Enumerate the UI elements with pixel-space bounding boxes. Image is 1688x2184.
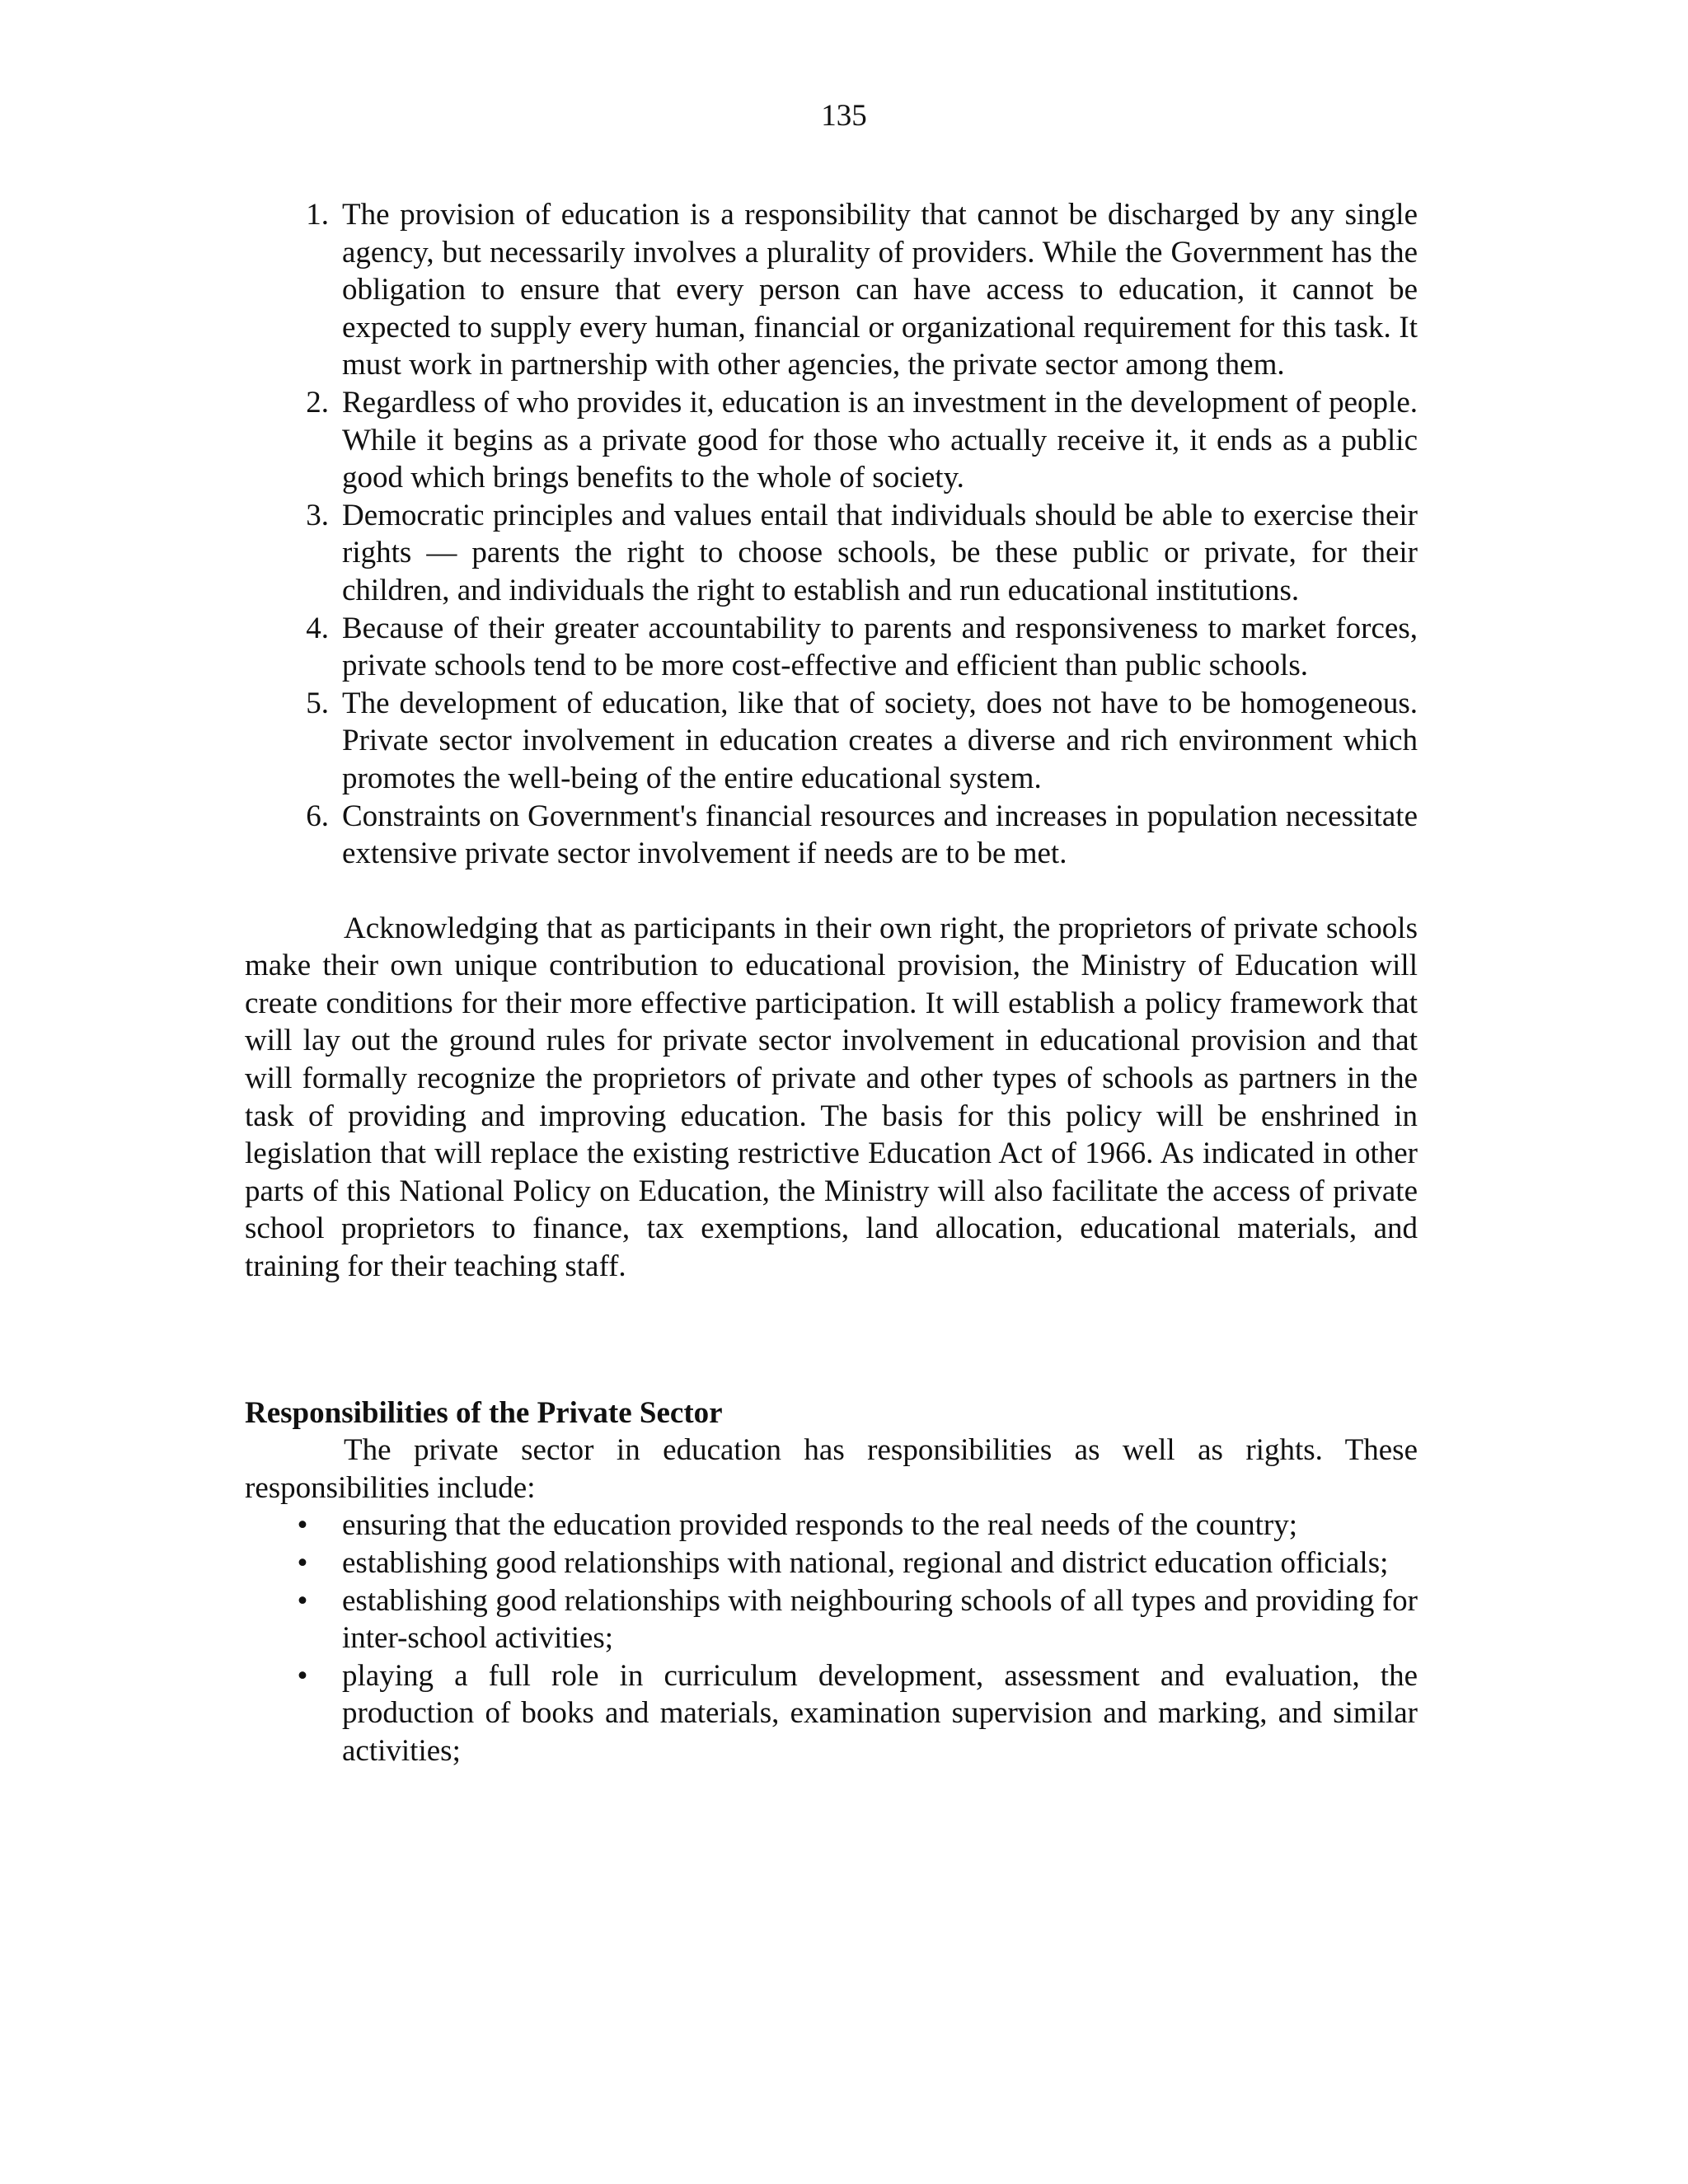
bullet-item xyxy=(245,1582,1418,1657)
list-item xyxy=(245,497,1418,610)
list-item-number: 6. xyxy=(306,799,329,833)
list-item xyxy=(245,685,1418,798)
list-item xyxy=(245,384,1418,497)
list-item-text: The provision of education is a responsibility that cannot be discharged by any single agency, but necessarily involves a plurality of providers. While the Government has the obligation to ensure that every person can have access to education, it cannot be expected to supply every human, financial or organizational requirement for this task. It must work in partnership with other agencies, the private sector among them. xyxy=(342,198,1418,382)
section-intro-paragraph: The private sector in education has responsibilities as well as rights. These responsibilities include: xyxy=(245,1433,1418,1505)
list-item xyxy=(245,798,1418,873)
page-number: 135 xyxy=(821,99,867,133)
bullet-list xyxy=(245,1507,1418,1769)
body-paragraph: Acknowledging that as participants in their own right, the proprietors of private schools make their own unique contribution to educational provision, the Ministry of Education will create conditions for their more effective participation. It will establish a policy framework that will lay out the ground rules for private sector involvement in educational provision and that will formally recognize the proprietors of private and other types of schools as partners in the task of providing and improving education. The basis for this policy will be enshrined in legislation that will replace the existing restrictive Education Act of 1966. As indicated in other parts of this National Policy on Education, the Ministry will also facilitate the access of private school proprietors to finance, tax exemptions, land allocation, educational materials, and training for their teaching staff. xyxy=(245,911,1418,1284)
list-item xyxy=(245,610,1418,685)
bullet-icon: • xyxy=(297,1583,308,1618)
page-content xyxy=(245,196,1418,1770)
bullet-item xyxy=(245,1544,1418,1582)
list-item-number: 3. xyxy=(306,498,329,532)
bullet-item xyxy=(245,1657,1418,1770)
list-item-text: The development of education, like that of society, does not have to be homogeneous. Private sector involvement in education creates a diverse and rich environment which promotes the well-being of the entire educational system. xyxy=(342,686,1418,795)
list-item-text: Because of their greater accountability to parents and responsiveness to market forces, private schools tend to be more cost-effective and efficient than public schools. xyxy=(342,611,1418,683)
list-item-text: Democratic principles and values entail that individuals should be able to exercise their rights — parents the right to choose schools, be these public or private, for their children, and individuals the right to establish and run educational institutions. xyxy=(342,498,1418,607)
list-item-number: 1. xyxy=(306,198,329,232)
bullet-icon: • xyxy=(297,1508,308,1543)
bullet-icon: • xyxy=(297,1658,308,1693)
bullet-icon: • xyxy=(297,1546,308,1580)
bullet-text: ensuring that the education provided responds to the real needs of the country; xyxy=(342,1508,1297,1543)
bullet-text: establishing good relationships with national, regional and district education officials; xyxy=(342,1546,1389,1580)
bullet-text: playing a full role in curriculum development, assessment and evaluation, the production of books and materials, examination supervision and marking, and similar activities; xyxy=(342,1658,1418,1768)
list-item-number: 2. xyxy=(306,385,329,419)
bullet-item xyxy=(245,1507,1418,1544)
bullet-text: establishing good relationships with neighbouring schools of all types and providing for inter-school activities; xyxy=(342,1583,1418,1656)
list-item xyxy=(245,196,1418,384)
list-item-text: Regardless of who provides it, education is an investment in the development of people. While it begins as a private good for those who actually receive it, it ends as a public good which brings benefits to the whole of society. xyxy=(342,385,1418,495)
list-item-number: 5. xyxy=(306,686,329,720)
list-item-text: Constraints on Government's financial resources and increases in population necessitate extensive private sector involvement if needs are to be met. xyxy=(342,799,1418,871)
numbered-list xyxy=(245,196,1418,873)
section-heading: Responsibilities of the Private Sector xyxy=(245,1395,723,1430)
list-item-number: 4. xyxy=(306,611,329,645)
